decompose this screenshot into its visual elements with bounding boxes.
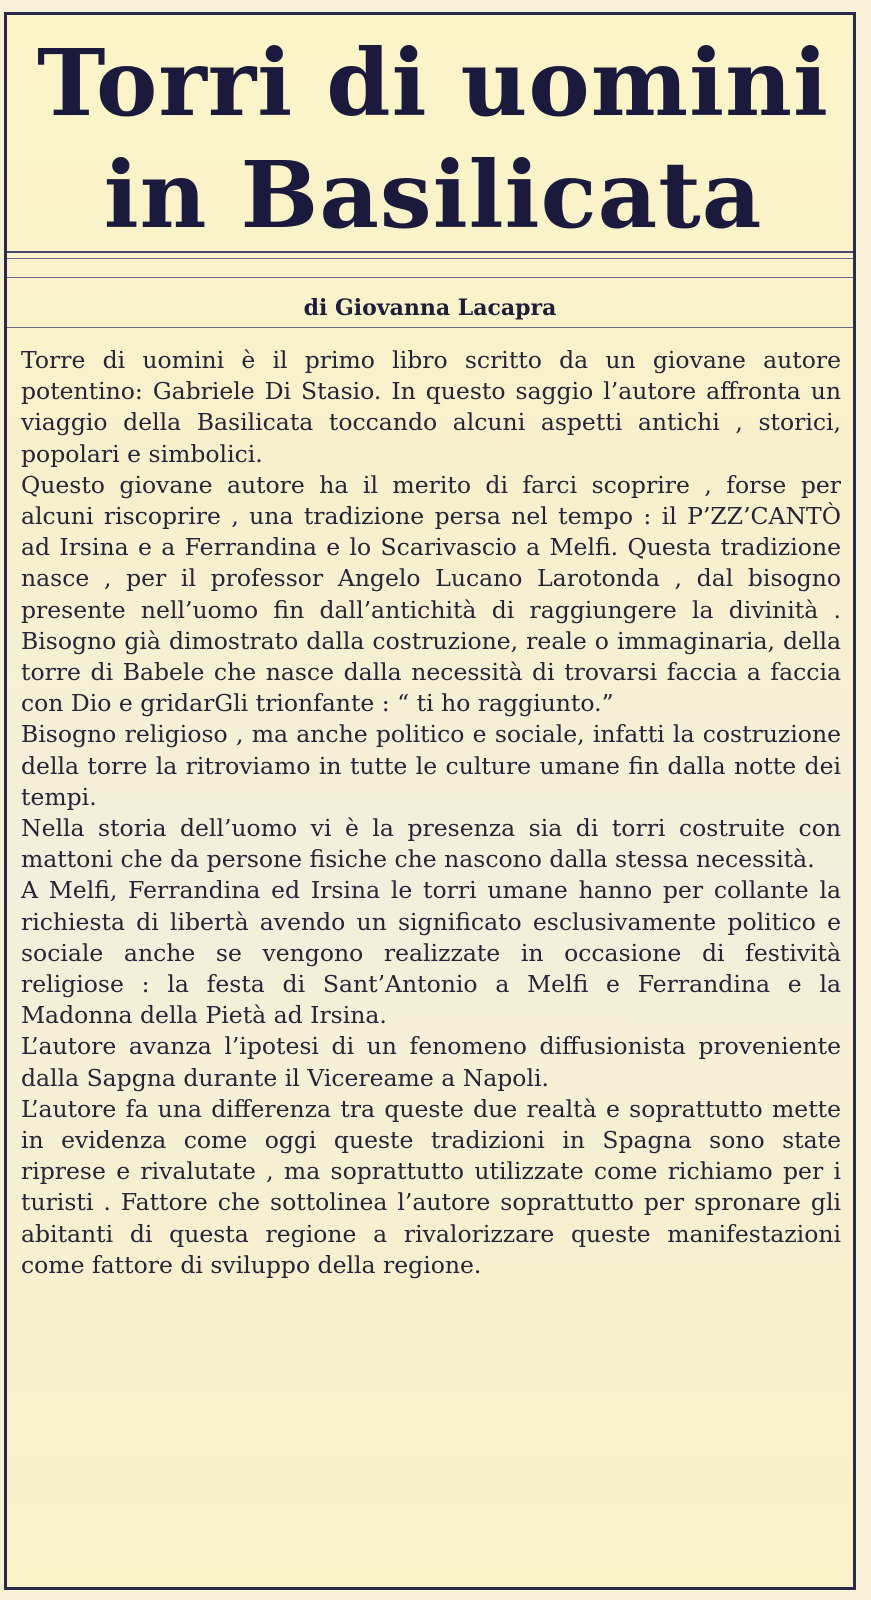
article-body	[21, 345, 841, 1281]
byline-rule-bottom	[7, 327, 853, 328]
headline-line-1: Torri di uomini	[37, 29, 829, 137]
body-paragraph-7: L’autore fa una differenza tra queste due realtà e soprattutto mette in evidenza come oggi queste tradizioni in Spagna sono state riprese e rivalutate , ma soprattutto utilizzate come richiamo per i turisti . Fattore che sottolinea l’autore soprattutto per spronare gli abitanti di questa regione a rivalorizzare queste manifestazioni come fattore di sviluppo della regione.	[21, 1094, 841, 1279]
article-frame	[4, 12, 856, 1590]
byline-rule-top	[7, 277, 853, 278]
body-paragraph-2: Questo giovane autore ha il merito di farci scoprire , forse per alcuni riscoprire , una tradizione persa nel tempo : il P’ZZ’CANTÒ ad Irsina e a Ferrandina e lo Scarivascio a Melfi. Questa tradizione nasce , per il professor Angelo Lucano Larotonda , dal bisogno presente nell’uomo fin dall’antichità di raggiungere la divinità . Bisogno già dimostrato dalla costruzione, reale o immaginaria, della torre di Babele che nasce dalla necessità di trovarsi faccia a faccia con Dio e gridarGli trionfante : “ ti ho raggiunto.”	[21, 470, 841, 718]
headline-divider-bottom	[7, 258, 853, 259]
headline-line-2: in Basilicata	[103, 141, 763, 249]
body-paragraph-1: Torre di uomini è il primo libro scritto da un giovane autore potentino: Gabriele Di Stasio. In questo saggio l’autore affronta un viaggio della Basilicata toccando alcuni aspetti antichi , storici, popolari e simbolici.	[21, 346, 841, 468]
headline-divider-top	[7, 251, 853, 253]
body-paragraph-5: A Melfi, Ferrandina ed Irsina le torri umane hanno per collante la richiesta di libertà avendo un significato esclusivamente politico e sociale anche se vengono realizzate in occasione di festività religiose : la festa di Sant’Antonio a Melfi e Ferrandina e la Madonna della Pietà ad Irsina.	[21, 876, 841, 1030]
article-byline: di Giovanna Lacapra	[303, 295, 557, 321]
article-headline	[7, 27, 859, 251]
body-paragraph-6: L’autore avanza l’ipotesi di un fenomeno diffusionista proveniente dalla Sapgna durante il Vicereame a Napoli.	[21, 1032, 841, 1092]
body-paragraph-3: Bisogno religioso , ma anche politico e sociale, infatti la costruzione della torre la ritroviamo in tutte le culture umane fin dalla notte dei tempi.	[21, 720, 841, 811]
body-paragraph-4: Nella storia dell’uomo vi è la presenza sia di torri costruite con mattoni che da persone fisiche che nascono dalla stessa necessità.	[21, 814, 841, 874]
